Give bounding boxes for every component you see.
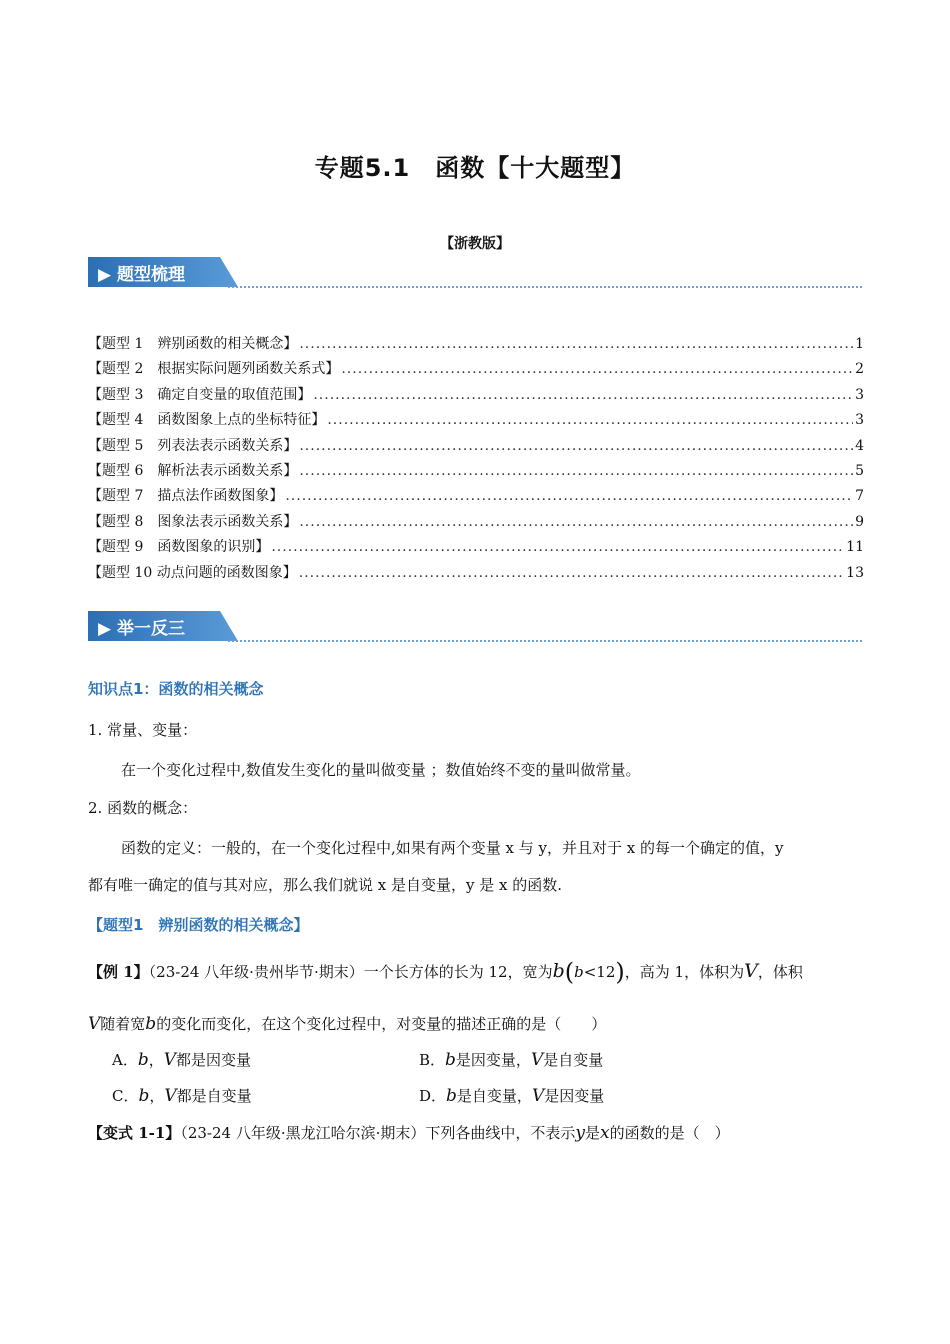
toc-label: 【题型 6 解析法表示函数关系】 [88, 462, 298, 479]
option-a[interactable] [112, 1049, 251, 1070]
toc-page: 7 [855, 488, 864, 505]
example-text: 的变化而变化，在这个变化过程中，对变量的描述正确的是（ ） [156, 1015, 607, 1033]
var-x: x [600, 1123, 610, 1143]
example-text: （23-24 八年级·贵州毕节·期末）一个长方体的长为 12，宽为 [148, 963, 553, 981]
option-text: 是因变量 [544, 1087, 605, 1105]
table-of-contents [88, 333, 864, 587]
var-v: V [744, 960, 758, 982]
practice-banner [88, 611, 862, 643]
knowledge-item-1: 1. 常量、变量： [88, 721, 198, 739]
toc-leader [299, 565, 844, 581]
toc-page: 3 [855, 412, 864, 429]
banner-label [98, 260, 185, 285]
toc-label: 【题型 4 函数图象上点的坐标特征】 [88, 412, 326, 429]
option-label: C． [112, 1087, 139, 1105]
toc-item[interactable] [88, 562, 864, 587]
toc-page: 1 [855, 336, 864, 352]
toc-item[interactable] [88, 333, 864, 358]
page-title: 专题5.1 函数【十大题型】 [314, 154, 636, 182]
play-icon: ▶ [98, 265, 112, 285]
var-b: b [445, 1050, 456, 1070]
banner-text: 题型梳理 [117, 265, 185, 285]
toc-page: 11 [846, 539, 864, 556]
toc-leader [341, 361, 853, 377]
var-v: V [530, 1050, 544, 1070]
var-b: b [138, 1086, 150, 1106]
toc-page: 9 [855, 513, 864, 530]
toc-leader [299, 438, 853, 454]
option-text: 是自变量， [456, 1087, 532, 1105]
toc-page: 13 [846, 564, 864, 581]
example-1-line-1 [88, 955, 803, 986]
example-tag: 【例 1】 [88, 963, 149, 981]
toc-item[interactable] [88, 511, 864, 536]
toc-label: 【题型 2 根据实际问题列函数关系式】 [88, 361, 340, 378]
example-text: 随着宽 [100, 1015, 146, 1033]
var-b: b [552, 960, 565, 982]
condition: <12 [583, 963, 616, 981]
toc-item[interactable] [88, 409, 864, 434]
banner-text: 举一反三 [117, 619, 185, 639]
toc-leader [299, 336, 853, 352]
toc-page: 2 [855, 361, 864, 378]
paren-close: ) [615, 958, 625, 986]
option-text: 是因变量， [455, 1051, 531, 1069]
example-text: ，高为 1，体积为 [624, 963, 745, 981]
var-b: b [446, 1086, 457, 1106]
variant-text: （23-24 八年级·黑龙江哈尔滨·期末）下列各曲线中，不表示 [180, 1124, 576, 1142]
var-b: b [137, 1050, 149, 1070]
play-icon: ▶ [98, 619, 112, 639]
option-label: A． [112, 1051, 138, 1069]
option-text: ， [149, 1087, 165, 1105]
toc-label: 【题型 10 动点问题的函数图象】 [88, 564, 297, 581]
var-v: V [531, 1086, 545, 1106]
var-y: y [575, 1123, 585, 1143]
knowledge-heading: 知识点1：函数的相关概念 [88, 680, 264, 698]
toc-banner [88, 257, 862, 289]
toc-leader [327, 412, 853, 428]
knowledge-item-2-line-1: 函数的定义：一般的，在一个变化过程中,如果有两个变量 x 与 y，并且对于 x 的每一个确定的值，y [121, 839, 784, 857]
edition-label: 【浙教版】 [440, 236, 510, 252]
option-text: 都是因变量 [176, 1051, 252, 1069]
type-1-heading: 【题型1 辨别函数的相关概念】 [88, 916, 309, 934]
toc-label: 【题型 3 确定自变量的取值范围】 [88, 386, 312, 403]
toc-leader [299, 463, 853, 479]
option-d[interactable] [419, 1085, 604, 1106]
example-1-line-2 [88, 1013, 606, 1034]
toc-item[interactable] [88, 460, 864, 485]
option-label: B． [419, 1051, 446, 1069]
toc-leader [285, 488, 853, 504]
variant-text: 的函数的是（ ） [609, 1124, 730, 1142]
toc-page: 4 [855, 437, 864, 454]
option-text: ， [148, 1051, 164, 1069]
option-text: 是自变量 [543, 1051, 604, 1069]
option-label: D． [419, 1087, 447, 1105]
knowledge-item-2-line-2: 都有唯一确定的值与其对应，那么我们就说 x 是自变量，y 是 x 的函数. [88, 876, 563, 894]
variant-text: 是 [585, 1124, 601, 1142]
toc-label: 【题型 5 列表法表示函数关系】 [88, 437, 298, 454]
toc-item[interactable] [88, 384, 864, 409]
knowledge-item-2: 2. 函数的概念： [88, 799, 198, 817]
option-c[interactable] [112, 1085, 252, 1106]
knowledge-item-1-text: 在一个变化过程中,数值发生变化的量叫做变量 ；数值始终不变的量叫做常量。 [121, 761, 641, 779]
toc-label: 【题型 9 函数图象的识别】 [88, 539, 270, 556]
toc-leader [271, 539, 844, 555]
toc-label: 【题型 7 描点法作函数图象】 [88, 488, 284, 505]
toc-item[interactable] [88, 435, 864, 460]
example-text: ，体积 [757, 963, 803, 981]
toc-page: 3 [855, 386, 864, 403]
var-v: V [164, 1086, 177, 1106]
option-text: 都是自变量 [176, 1087, 252, 1105]
var-v: V [163, 1050, 177, 1070]
toc-item[interactable] [88, 358, 864, 383]
var-b: b [145, 1014, 157, 1034]
banner-label [98, 614, 185, 639]
var-b: b [574, 963, 584, 981]
variant-tag: 【变式 1-1】 [88, 1124, 181, 1142]
option-b[interactable] [419, 1049, 603, 1070]
toc-label: 【题型 1 辨别函数的相关概念】 [88, 336, 298, 352]
toc-item[interactable] [88, 485, 864, 510]
toc-leader [313, 387, 853, 403]
paren-open: ( [564, 958, 575, 986]
variant-1-1 [88, 1122, 730, 1143]
var-v: V [88, 1014, 101, 1034]
toc-label: 【题型 8 图象法表示函数关系】 [88, 513, 298, 530]
banner-divider [228, 286, 862, 288]
toc-item[interactable] [88, 536, 864, 561]
toc-leader [299, 514, 853, 530]
banner-divider [228, 640, 862, 642]
toc-page: 5 [855, 462, 864, 479]
